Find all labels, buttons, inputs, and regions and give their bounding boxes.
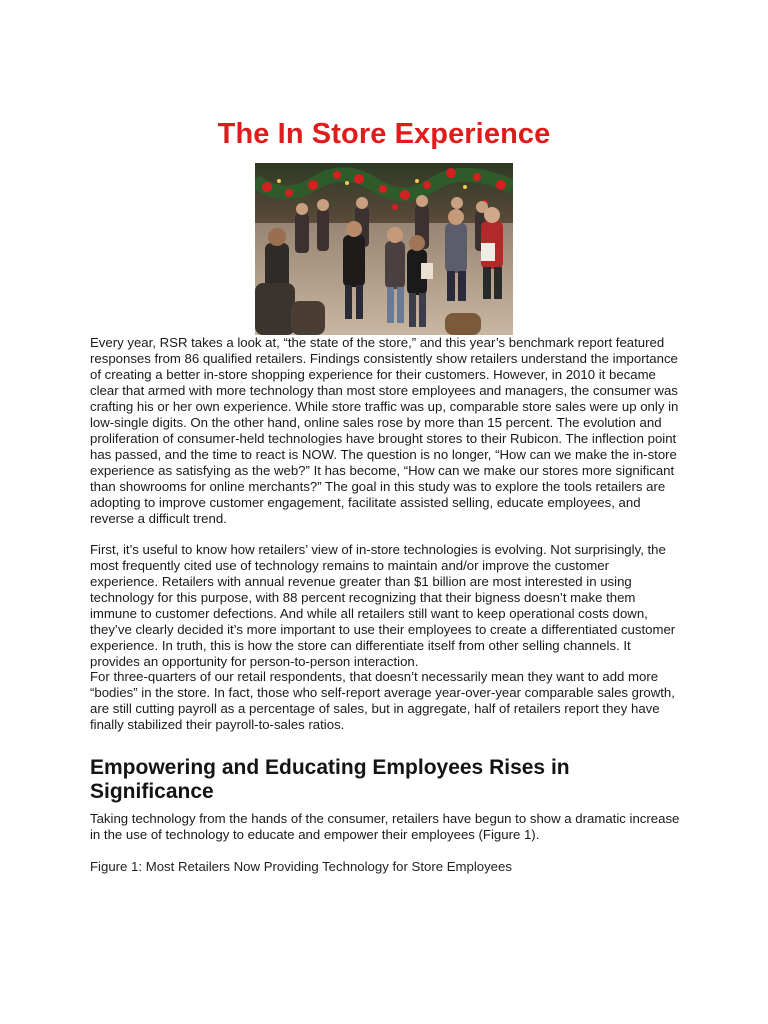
- document-title: The In Store Experience: [217, 118, 551, 150]
- section-paragraph: Taking technology from the hands of the consumer, retailers have begun to show a dramatic increase in the use of technology to educate and empower their employees (Figure 1).: [90, 811, 680, 842]
- payroll-paragraph: For three-quarters of our retail respondents, that doesn’t necessarily mean they want to add more “bodies” in the store. In fact, those who self-report average year-over-year comparable sales growth, are still cutting payroll as a percentage of sales, but in aggregate, half of retailers report they have finally stabilized their payroll-to-sales ratios.: [90, 669, 675, 732]
- figure-caption: Figure 1: Most Retailers Now Providing Technology for Store Employees: [90, 859, 512, 874]
- shoppers-photo: [255, 163, 513, 335]
- section-heading: Empowering and Educating Employees Rises in Significance: [90, 756, 570, 803]
- intro-paragraph: Every year, RSR takes a look at, “the state of the store,” and this year’s benchmark report featured responses from 86 qualified retailers. Findings consistently show retailers understand the importance of creating a better in-store shopping experience for their customers. However, in 2010 it became clear that armed with more technology than most store employees and managers, the consumer was crafting his or her own experience. While store traffic was up, comparable store sales were up only in low-single digits. On the other hand, online sales rose by more than 15 percent. The evolution and proliferation of consumer-held technologies have brought stores to their Rubicon. The inflection point has passed, and the time to react is NOW. The question is no longer, “How can we make the in-store experience as satisfying as the web?” It has become, “How can we make our stores more significant than showrooms for online merchants?” The goal in this study was to explore the tools retailers are adopting to improve customer engagement, facilitate assisted selling, educate employees, and reverse a difficult trend.: [90, 335, 679, 526]
- technology-paragraph: First, it’s useful to know how retailers’ view of in-store technologies is evolving. Not surprisingly, the most frequently cited use of technology remains to maintain and/or improve the customer experience. Retailers with annual revenue greater than $1 billion are most interested in using technology for this purpose, with 88 percent recognizing that their bigness doesn’t make them immune to customer defections. And while all retailers still want to keep operational costs down, they’ve clearly decided it’s more important to use their employees to create a differentiated customer experience. In truth, this is how the store can differentiate itself from other selling channels. It provides an opportunity for person-to-person interaction.: [90, 542, 676, 669]
